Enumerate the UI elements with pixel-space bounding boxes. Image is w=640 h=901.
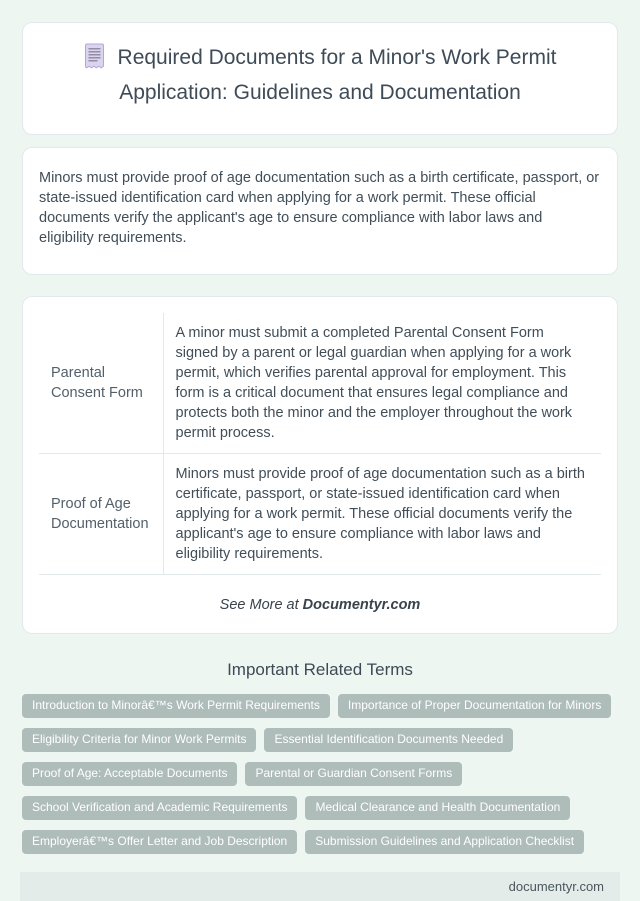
footer-bar (20, 872, 620, 901)
details-card (22, 296, 618, 634)
see-more-site-name: Documentyr.com (302, 597, 421, 613)
term-row (39, 454, 601, 575)
term-row (39, 313, 601, 454)
related-term-pill[interactable]: Proof of Age: Acceptable Documents (22, 762, 237, 786)
related-term-pill[interactable]: Medical Clearance and Health Documentation (305, 796, 570, 820)
related-term-pill[interactable]: Submission Guidelines and Application Checklist (305, 830, 584, 854)
see-more-line (39, 597, 601, 613)
related-term-pill[interactable]: Parental or Guardian Consent Forms (245, 762, 462, 786)
related-term-pill[interactable]: Essential Identification Documents Needed (264, 728, 513, 752)
page-title-text: Required Documents for a Minor's Work Permit Application: Guidelines and Documentation (117, 46, 557, 104)
related-term-pill[interactable]: Employerâ€™s Offer Letter and Job Description (22, 830, 297, 854)
related-term-pill[interactable]: School Verification and Academic Requirements (22, 796, 297, 820)
description-cell: A minor must submit a completed Parental Consent Form signed by a parent or legal guardian when applying for a work permit, which verifies parental approval for employment. This form is a critical document that ensures legal compliance and protects both the minor and the employer throughout the work permit process. (163, 313, 601, 454)
page-title (49, 43, 591, 108)
title-card (22, 22, 618, 135)
related-terms-list (22, 694, 618, 854)
summary-text: Minors must provide proof of age documentation such as a birth certificate, passport, or state-issued identification card when applying for a work permit. These official documents verify the applicant's age to ensure compliance with labor laws and eligibility requirements. (39, 170, 600, 246)
terms-table (39, 313, 601, 575)
related-terms-heading: Important Related Terms (227, 660, 413, 679)
footer-site-link: documentyr.com (508, 879, 604, 894)
receipt-icon (84, 43, 105, 78)
related-term-pill[interactable]: Importance of Proper Documentation for Minors (338, 694, 611, 718)
see-more-prefix: See More at (219, 597, 303, 613)
term-cell: Proof of Age Documentation (39, 454, 163, 575)
term-cell: Parental Consent Form (39, 313, 163, 454)
related-term-pill[interactable]: Introduction to Minorâ€™s Work Permit Requirements (22, 694, 330, 718)
description-cell: Minors must provide proof of age documentation such as a birth certificate, passport, or state-issued identification card when applying for a work permit. These official documents verify the applicant's age to ensure compliance with labor laws and eligibility requirements. (163, 454, 601, 575)
summary-card (22, 147, 618, 275)
related-term-pill[interactable]: Eligibility Criteria for Minor Work Permits (22, 728, 256, 752)
